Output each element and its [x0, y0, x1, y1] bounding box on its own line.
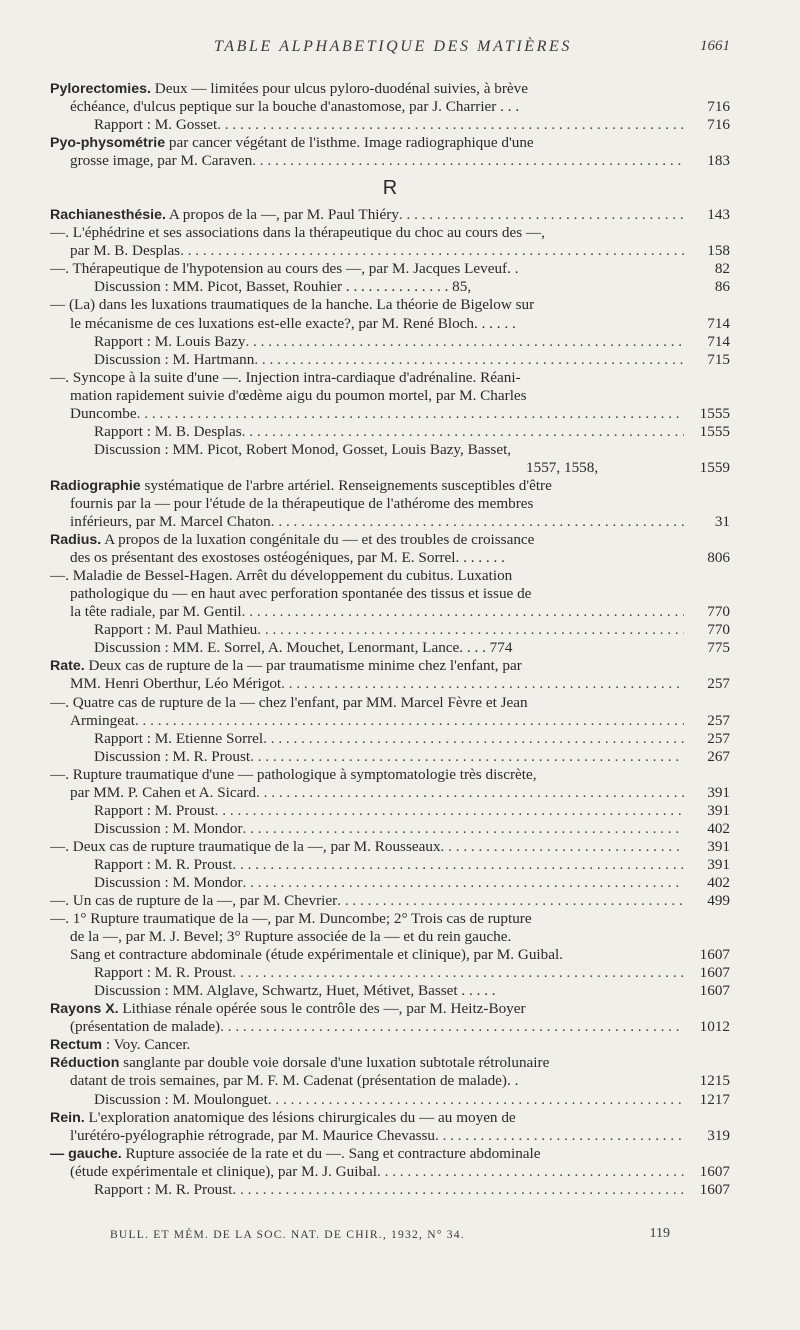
leader-dots [232, 856, 684, 874]
entry-text: —. 1° Rupture traumatique de la —, par M. Duncombe; 2° Trois cas de rupture [50, 910, 532, 928]
entry-page-number: 319 [703, 1127, 730, 1145]
index-entry [50, 892, 730, 910]
entry-text: fournis par la — pour l'étude de la thérapeutique de l'athérome des membres [70, 494, 534, 512]
entry-text: Discussion : MM. Picot, Robert Monod, Gosset, Louis Bazy, Basset, [94, 440, 512, 458]
index-entry [50, 657, 730, 675]
entry-text: grosse image, par M. Caraven [70, 152, 253, 170]
entry-text: Rupture associée de la rate et du —. Sang et contracture abdominale [121, 1144, 541, 1162]
index-subentry [50, 333, 730, 351]
entry-text: A propos de la luxation congénitale du — et des troubles de croissance [101, 531, 535, 549]
leader-dots [242, 423, 684, 441]
entry-keyword: Radiographie [50, 477, 141, 494]
index-entry [50, 1036, 730, 1054]
index-subentry [50, 495, 730, 513]
entry-page-number: 86 [711, 278, 730, 296]
index-subentry [50, 874, 730, 892]
entry-text: sanglante par double voie dorsale d'une luxation subtotale rétrolunaire [119, 1054, 550, 1072]
index-subentry [50, 639, 730, 657]
entry-text: Deux — limitées pour ulcus pyloro-duodénal suivies, à brève [150, 80, 529, 97]
entry-text: des os présentant des exostoses ostéogéniques, par M. E. Sorrel. . . . . . . [70, 549, 505, 567]
leader-dots [232, 1181, 684, 1199]
index-subentry [50, 1163, 730, 1181]
index-subentry [50, 549, 730, 567]
index-entry [50, 296, 730, 314]
leader-dots [337, 892, 684, 910]
entry-keyword: Rate. [50, 658, 85, 675]
page-number: 1661 [700, 38, 730, 54]
index-subentry [50, 513, 730, 531]
index-entry [50, 1054, 730, 1072]
leader-dots [135, 712, 684, 730]
index-subentry [50, 459, 730, 477]
leader-dots [256, 784, 684, 802]
entry-text: —. Maladie de Bessel-Hagen. Arrêt du développement du cubitus. Luxation [50, 567, 513, 585]
entry-text: la tête radiale, par M. Gentil [70, 603, 242, 621]
entry-text: Discussion : M. Moulonguet [94, 1090, 268, 1108]
page-title: TABLE ALPHABETIQUE DES MATIÈRES [213, 38, 573, 55]
entry-page-number: 257 [703, 675, 730, 693]
entry-page-number: 1607 [696, 982, 730, 1000]
index-entry [50, 80, 730, 98]
leader-dots [180, 242, 684, 260]
index-subentry [50, 98, 730, 116]
entry-text: Rapport : M. Etienne Sorrel [94, 729, 264, 747]
entry-text: Rapport : M. R. Proust [94, 855, 233, 873]
entry-text: datant de trois semaines, par M. F. M. Cadenat (présentation de malade). . [70, 1072, 519, 1090]
entry-text: Lithiase rénale opérée sous le contrôle des —, par M. Heitz-Boyer [118, 1000, 526, 1018]
entry-text: Discussion : M. Mondor [94, 873, 243, 891]
leader-dots [263, 730, 684, 748]
index-subentry [50, 405, 730, 423]
entry-text: systématique de l'arbre artériel. Renseignements susceptibles d'être [140, 476, 552, 494]
entry-text: Rapport : M. R. Proust [94, 1180, 233, 1198]
index-entry [50, 694, 730, 712]
leader-dots [399, 206, 684, 224]
leader-dots [271, 513, 684, 531]
entry-page-number: 716 [703, 116, 730, 134]
entry-text: —. L'éphédrine et ses associations dans la thérapeutique du choc au cours des —, [50, 224, 545, 242]
page-footer [110, 1228, 670, 1246]
entry-text: Rapport : M. Paul Mathieu [94, 621, 258, 639]
entry-page-number: 499 [703, 892, 730, 910]
leader-dots [217, 116, 684, 134]
leader-dots [232, 964, 684, 982]
index-entry [50, 910, 730, 928]
index-entry [50, 206, 730, 224]
entry-page-number: 1607 [696, 1163, 730, 1181]
entry-page-number: 82 [711, 260, 730, 278]
entry-keyword: Rachianesthésie. [50, 207, 166, 224]
entry-page-number: 770 [703, 603, 730, 621]
entry-text: échéance, d'ulcus peptique sur la bouche d'anastomose, par J. Charrier . . . [70, 98, 520, 116]
index-subentry [50, 784, 730, 802]
index-entry [50, 260, 730, 278]
entry-text: Rapport : M. Proust [94, 801, 215, 819]
entry-text: —. Syncope à la suite d'une —. Injection intra-cardiaque d'adrénaline. Réani- [50, 368, 521, 386]
entry-page-number: 1559 [696, 459, 730, 477]
index-subentry [50, 1018, 730, 1036]
index-entry [50, 134, 730, 152]
index-subentry [50, 603, 730, 621]
index-subentry [50, 242, 730, 260]
entry-text: A propos de la —, par M. Paul Thiéry [165, 206, 399, 224]
entry-page-number: 1607 [696, 946, 730, 964]
entry-text: L'exploration anatomique des lésions chirurgicales du — au moyen de [84, 1108, 516, 1126]
entry-text: (étude expérimentale et clinique), par M. J. Guibal [70, 1162, 378, 1180]
leader-dots [281, 675, 684, 693]
entry-page-number: 1012 [696, 1018, 730, 1036]
entry-page-number: 714 [703, 333, 730, 351]
entry-text: par cancer végétant de l'isthme. Image radiographique d'une [165, 134, 534, 152]
leader-dots [242, 603, 684, 621]
entry-text: Armingeat [70, 711, 135, 729]
entry-keyword: Réduction [50, 1055, 120, 1072]
leader-dots [441, 838, 684, 856]
entry-text: —. Rupture traumatique d'une — pathologique à symptomatologie très discrète, [50, 765, 537, 783]
entry-text: MM. Henri Oberthur, Léo Mérigot [70, 675, 282, 693]
entry-page-number: 391 [703, 856, 730, 874]
entry-page-number: 143 [703, 206, 730, 224]
leader-dots [377, 1163, 684, 1181]
entry-text: Discussion : MM. Picot, Basset, Rouhier . . . . . . . . . . . . . . 85, [94, 278, 472, 296]
footer-citation: BULL. ET MÉM. DE LA SOC. NAT. DE CHIR., 1932, N° 34. [110, 1228, 465, 1241]
entry-text: Sang et contracture abdominale (étude expérimentale et clinique), par M. Guibal. [70, 946, 563, 964]
index-subentry [50, 946, 730, 964]
entry-page-number: 391 [703, 802, 730, 820]
index-subentry [50, 820, 730, 838]
entry-page-number: 1607 [696, 964, 730, 982]
entry-text: Rapport : M. B. Desplas [94, 422, 242, 440]
index-subentry [50, 116, 730, 134]
index-subentry [50, 964, 730, 982]
entry-page-number: 1215 [696, 1072, 730, 1090]
entry-keyword: Rayons X. [50, 1001, 119, 1018]
leader-dots [220, 1018, 684, 1036]
entry-text: —. Thérapeutique de l'hypotension au cours des —, par M. Jacques Leveuf. . [50, 260, 519, 278]
entry-text: : Voy. Cancer. [102, 1036, 191, 1054]
entry-page-number: 775 [703, 639, 730, 657]
entry-text: —. Quatre cas de rupture de la — chez l'enfant, par MM. Marcel Fèvre et Jean [50, 693, 528, 711]
index-subentry [50, 1072, 730, 1090]
entry-keyword: Radius. [50, 532, 102, 549]
leader-dots [215, 802, 684, 820]
index-subentry [50, 1091, 730, 1109]
index-entry [50, 369, 730, 387]
entry-page-number: 1217 [696, 1091, 730, 1109]
entry-text: par M. B. Desplas [70, 242, 181, 260]
leader-dots [243, 874, 684, 892]
entry-text: Rapport : M. R. Proust [94, 964, 233, 982]
entry-keyword: Pyo-physométrie [50, 135, 166, 152]
index-subentry [50, 441, 730, 459]
entry-page-number: 391 [703, 784, 730, 802]
entry-keyword: — gauche. [50, 1145, 122, 1162]
index-subentry [50, 748, 730, 766]
entry-text: 1557, 1558, [526, 458, 599, 476]
leader-dots [250, 748, 684, 766]
entry-text: de la —, par M. J. Bevel; 3° Rupture associée de la — et du rein gauche. [70, 928, 512, 946]
entry-page-number: 770 [703, 621, 730, 639]
entry-page-number: 402 [703, 874, 730, 892]
index-subentry [50, 423, 730, 441]
entry-page-number: 31 [711, 513, 730, 531]
entry-keyword: Pylorectomies. [50, 81, 151, 97]
entry-page-number: 716 [703, 98, 730, 116]
entry-text: inférieurs, par M. Marcel Chaton [70, 513, 271, 531]
index-entry [50, 766, 730, 784]
entry-page-number: 1555 [696, 423, 730, 441]
leader-dots [268, 1091, 684, 1109]
index-subentry [50, 675, 730, 693]
entry-page-number: 267 [703, 748, 730, 766]
index-entry [50, 531, 730, 549]
index-subentry [50, 585, 730, 603]
entry-page-number: 1607 [696, 1181, 730, 1199]
entry-text: —. Un cas de rupture de la —, par M. Chevrier [50, 892, 338, 910]
index-subentry [50, 982, 730, 1000]
index-entry [50, 1109, 730, 1127]
index-subentry [50, 1181, 730, 1199]
entry-text: Duncombe [70, 404, 137, 422]
entry-page-number: 1555 [696, 405, 730, 423]
index-subentry [50, 730, 730, 748]
index-subentry [50, 278, 730, 296]
leader-dots [257, 621, 684, 639]
entry-text: le mécanisme de ces luxations est-elle exacte?, par M. René Bloch. . . . . . [70, 314, 516, 332]
index-entry [50, 477, 730, 495]
index-entry [50, 838, 730, 856]
index-entry [50, 224, 730, 242]
leader-dots [252, 152, 684, 170]
leader-dots [243, 820, 684, 838]
entry-text: Rapport : M. Louis Bazy [94, 332, 246, 350]
entry-text: Discussion : M. Mondor [94, 819, 243, 837]
entry-page-number: 391 [703, 838, 730, 856]
entry-keyword: Rectum [50, 1037, 103, 1054]
entry-page-number: 402 [703, 820, 730, 838]
entry-page-number: 158 [703, 242, 730, 260]
index-subentry [50, 928, 730, 946]
leader-dots [137, 405, 684, 423]
entry-page-number: 714 [703, 315, 730, 333]
running-header [56, 38, 730, 60]
index-subentry [50, 1127, 730, 1145]
section-letter: R [382, 177, 398, 200]
entry-page-number: 257 [703, 712, 730, 730]
entry-text: par MM. P. Cahen et A. Sicard [70, 783, 257, 801]
entry-text: Discussion : MM. E. Sorrel, A. Mouchet, Lenormant, Lance. . . . 774 [94, 639, 513, 657]
index-subentry [50, 712, 730, 730]
entry-text: Discussion : MM. Alglave, Schwartz, Huet, Métivet, Basset . . . . . [94, 982, 496, 1000]
index-entries [50, 80, 730, 1199]
entry-text: —. Deux cas de rupture traumatique de la —, par M. Rousseaux [50, 837, 441, 855]
index-entry [50, 1000, 730, 1018]
index-subentry [50, 387, 730, 405]
footer-page-number: 119 [649, 1226, 670, 1241]
entry-page-number: 257 [703, 730, 730, 748]
leader-dots [245, 333, 684, 351]
entry-text: Deux cas de rupture de la — par traumatisme minime chez l'enfant, par [84, 657, 522, 675]
entry-text: (présentation de malade) [70, 1018, 221, 1036]
index-subentry [50, 315, 730, 333]
index-subentry [50, 621, 730, 639]
entry-page-number: 715 [703, 351, 730, 369]
entry-text: pathologique du — en haut avec perforation spontanée des tissus et issue de [70, 585, 532, 603]
index-subentry [50, 856, 730, 874]
entry-text: Rapport : M. Gosset [94, 116, 218, 134]
index-subentry [50, 802, 730, 820]
leader-dots [435, 1127, 684, 1145]
leader-dots [254, 351, 684, 369]
entry-text: l'urétéro-pyélographie rétrograde, par M. Maurice Chevassu [70, 1126, 435, 1144]
entry-page-number: 183 [703, 152, 730, 170]
entry-page-number: 806 [703, 549, 730, 567]
entry-text: mation rapidement suivie d'œdème aigu du poumon mortel, par M. Charles [70, 386, 527, 404]
index-subentry [50, 351, 730, 369]
entry-keyword: Rein. [50, 1109, 85, 1126]
entry-text: Discussion : M. R. Proust [94, 747, 251, 765]
entry-text: Discussion : M. Hartmann [94, 350, 255, 368]
index-subentry [50, 152, 730, 170]
index-entry [50, 1145, 730, 1163]
entry-text: — (La) dans les luxations traumatiques de la hanche. La théorie de Bigelow sur [50, 296, 535, 314]
index-entry [50, 567, 730, 585]
